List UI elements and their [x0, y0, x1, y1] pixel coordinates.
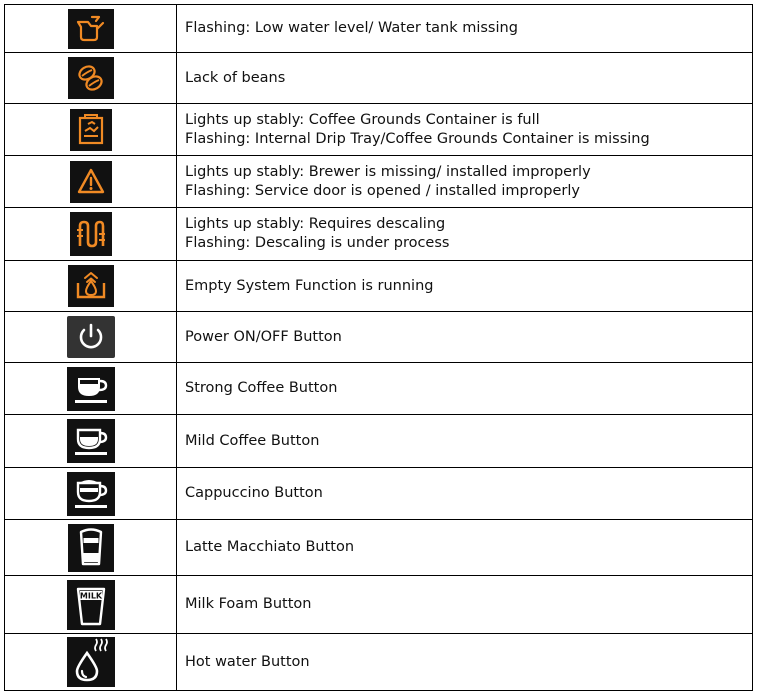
row-text: Power ON/OFF Button [185, 328, 342, 345]
icon-legend-table [4, 4, 753, 691]
row-text: Milk Foam Button [185, 596, 312, 612]
descaling-icon [70, 212, 112, 256]
grounds-container-icon [70, 109, 112, 151]
table-row [5, 576, 753, 634]
latte-macchiato-icon [68, 524, 114, 572]
table-row [5, 261, 753, 312]
row-text: Hot water Button [185, 653, 310, 670]
table-row [5, 312, 753, 363]
row-text: Lights up stably: Coffee Grounds Container is full [185, 111, 540, 128]
table-row [5, 363, 753, 415]
empty-system-icon [68, 265, 114, 307]
row-text: Flashing: Descaling is under process [185, 235, 450, 251]
power-icon [67, 316, 115, 358]
row-text: Lights up stably: Brewer is missing/ installed improperly [185, 163, 591, 180]
hot-water-icon [67, 637, 115, 687]
row-text: Flashing: Service door is opened / installed improperly [185, 182, 580, 199]
table-row [5, 5, 753, 53]
row-text: Lights up stably: Requires descaling [185, 216, 446, 232]
table-row [5, 415, 753, 468]
mild-coffee-icon [67, 419, 115, 463]
table-row [5, 208, 753, 261]
milk-label: MILK [79, 591, 102, 600]
row-text: Strong Coffee Button [185, 380, 338, 396]
row-text: Flashing: Low water level/ Water tank missing [185, 20, 518, 36]
milk-foam-icon [67, 580, 115, 630]
cappuccino-icon [67, 472, 115, 516]
strong-coffee-icon [67, 367, 115, 411]
table-row [5, 520, 753, 576]
row-text: Flashing: Internal Drip Tray/Coffee Grounds Container is missing [185, 130, 650, 147]
water-tank-icon [68, 9, 114, 49]
warning-icon [70, 161, 112, 203]
table-row [5, 53, 753, 104]
table-row [5, 468, 753, 520]
coffee-beans-icon [68, 57, 114, 99]
row-text: Empty System Function is running [185, 277, 434, 294]
table-row [5, 104, 753, 156]
row-text: Cappuccino Button [185, 485, 323, 501]
table-row [5, 156, 753, 208]
table-row [5, 634, 753, 691]
row-text: Mild Coffee Button [185, 432, 320, 449]
row-text: Latte Macchiato Button [185, 539, 355, 555]
row-text: Lack of beans [185, 69, 286, 86]
